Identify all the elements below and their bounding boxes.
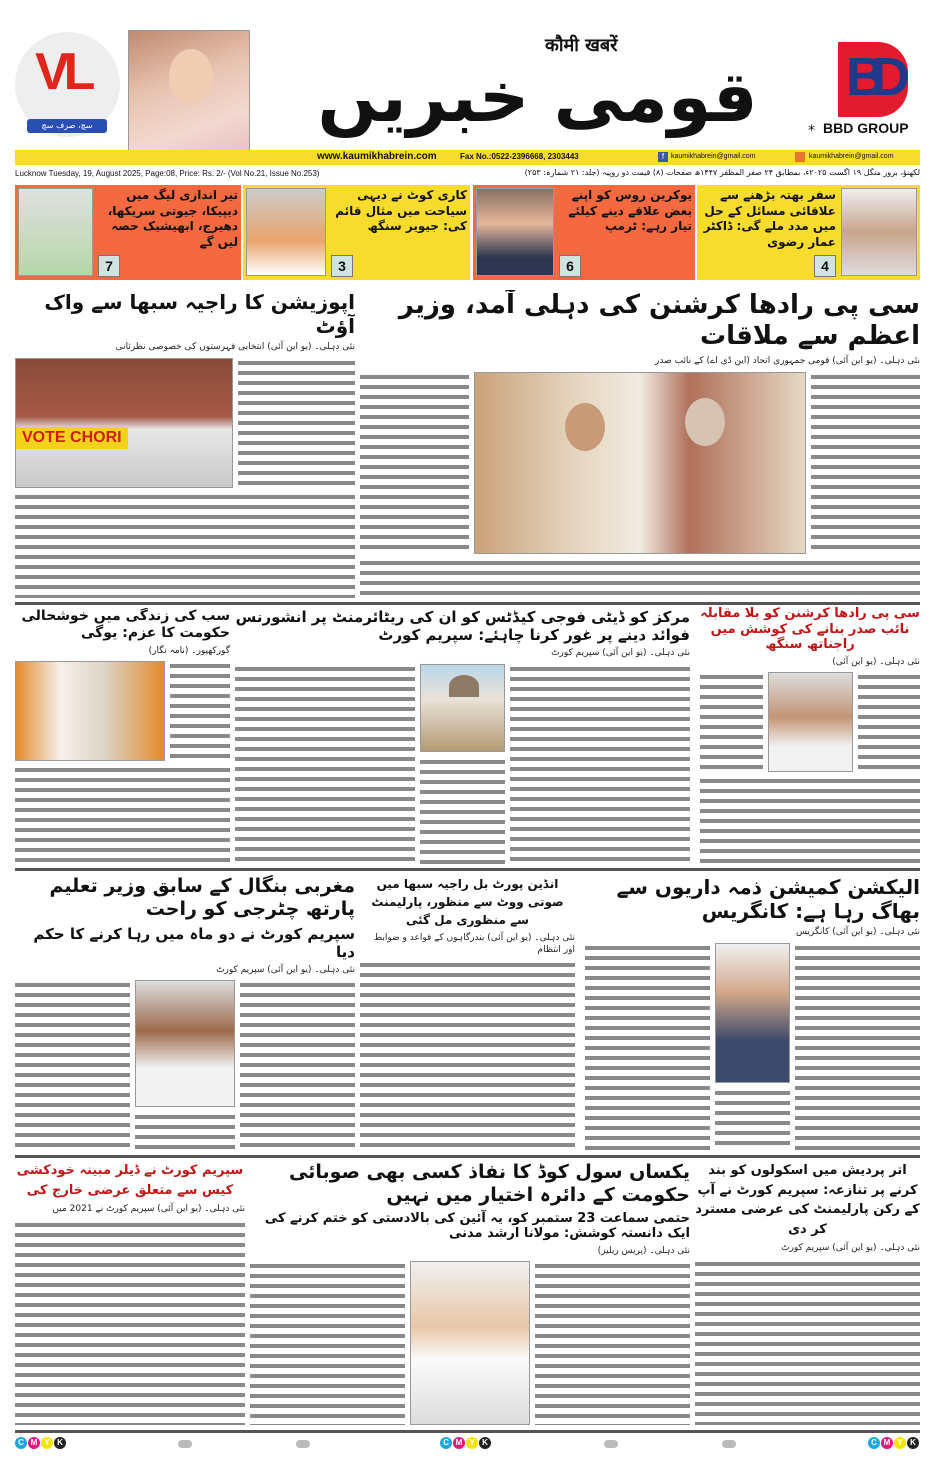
- headline-walkout[interactable]: اپوزیشن کا راجیہ سبھا سے واک آؤٹ: [44, 290, 355, 338]
- election-commission-dateline: نئی دہلی۔ (یو این آئی) کانگریس: [795, 927, 920, 937]
- subheadline-civil-code: حتمی سماعت 23 ستمبر کو، یہ آئین کی بالادستی کو ختم کرنے کی ایک دانستہ کوشش: مولانا ارشد مدنی: [264, 1210, 690, 1242]
- story-lead: [360, 290, 920, 598]
- photo-rajnath-singh: [768, 672, 853, 772]
- rajnath-body: [858, 672, 921, 772]
- rajnath-dateline: نئی دہلی۔ (یو این آئی): [832, 656, 920, 667]
- cmyk-c: C: [868, 1437, 880, 1449]
- facebook-link[interactable]: kaumikhabrein@gmail.com: [671, 153, 756, 160]
- headline-rajnath[interactable]: سی پی رادھا کرشنن کو بلا مقابلہ نائب صدر بنانے کی کوشش میں راجناتھ سنگھ: [700, 606, 920, 653]
- election-commission-body-3: [715, 1088, 790, 1151]
- teaser-archery[interactable]: [15, 185, 241, 280]
- dealer-body: [15, 1220, 245, 1425]
- rajnath-body-bottom: [700, 776, 920, 864]
- bbd-logo: [838, 42, 908, 117]
- yogi-body: [170, 661, 230, 761]
- dateline-urdu: لکھنؤ، بروز منگل ۱۹ اگست ۲۰۲۵ء، بمطابق ۲۴ صفر المظفر ۱۴۴۷ھ صفحات (۸) قیمت دو روپیہ (جلد: ۲۱ شمارہ: ۲۵۳): [524, 168, 920, 177]
- cadets-dateline: نئی دہلی۔ (یو این آئی) سپریم کورٹ: [551, 648, 690, 658]
- story-yogi: [15, 608, 230, 864]
- photo-opposition-protest: [15, 358, 233, 488]
- photo-arshad-madani: [410, 1261, 530, 1425]
- cmyk-m: M: [453, 1437, 465, 1449]
- election-commission-body: [795, 943, 920, 1151]
- partha-body-bottom: [135, 1112, 235, 1151]
- partha-body-left: [15, 980, 130, 1151]
- featured-actress-photo: [128, 30, 250, 163]
- story-civil-code: [250, 1161, 690, 1425]
- ports-bill-body: [360, 960, 575, 1151]
- walkout-body-cols: [15, 492, 355, 598]
- teaser-text: تیر اندازی لیگ میں دیپیکا، جیوتی سریکھا، دھیرج، ابھیشیک حصہ لیں گے: [107, 188, 238, 249]
- story-election-commission: [585, 875, 920, 1151]
- left-logo: [15, 32, 120, 137]
- cmyk-marks-center: [440, 1437, 491, 1449]
- headline-up-schools[interactable]: اتر پردیش میں اسکولوں کو بند کرنے پر تنازعہ: سپریم کورٹ نے آپ کے رکن پارلیمنٹ کی عرضی مسترد کر دی: [695, 1163, 920, 1237]
- teaser-photo-ammar-rizvi: [841, 188, 917, 276]
- cmyk-c: C: [440, 1437, 452, 1449]
- story-ports-bill: [360, 875, 575, 1151]
- lead-body-right: [811, 372, 920, 554]
- subheadline-partha: سپریم کورٹ نے دو ماہ میں رہا کرنے کا حکم دیا: [33, 924, 355, 961]
- civil-code-body-2: [250, 1261, 405, 1425]
- photo-radhakrishnan-modi: [474, 372, 806, 554]
- story-partha: [15, 875, 355, 1151]
- teaser-photo-minister: [246, 188, 326, 276]
- teaser-text: یوکرین روس کو اپنے بعض علاقے دینے کیلئے تیار رہے: ٹرمپ: [568, 188, 692, 234]
- headline-partha[interactable]: مغربی بنگال کے سابق وزیر تعلیم پارتھ چٹرجی کو راحت: [49, 875, 355, 920]
- teaser-page-number: 6: [559, 255, 581, 277]
- teaser-photo-trump: [476, 188, 554, 276]
- logo-letters: VL: [35, 43, 90, 101]
- masthead-hindi-title: कौमी खबरें: [545, 35, 618, 56]
- photo-congress-leader: [715, 943, 790, 1083]
- logo-tagline: سچ، صرف سچ: [27, 119, 107, 133]
- teaser-photo-archer: [18, 188, 93, 276]
- bbd-logo-letters: BD: [846, 47, 896, 107]
- partha-dateline: نئی دہلی۔ (یو این آئی) سپریم کورٹ: [216, 964, 355, 975]
- cmyk-y: Y: [894, 1437, 906, 1449]
- registration-mark: [722, 1440, 736, 1448]
- rajnath-body-left: [700, 672, 763, 772]
- cmyk-c: C: [15, 1437, 27, 1449]
- registration-mark: [178, 1440, 192, 1448]
- protest-banner: VOTE CHORI: [16, 427, 128, 449]
- up-schools-dateline: نئی دہلی۔ (یو این آئی) سپریم کورٹ: [781, 1243, 920, 1253]
- registration-mark: [296, 1440, 310, 1448]
- lead-body-bottom: [360, 558, 920, 598]
- cadets-body-2: [510, 664, 690, 864]
- asterisk: *: [808, 123, 815, 139]
- teaser-tourism[interactable]: [243, 185, 470, 280]
- photo-supreme-court: [420, 664, 505, 752]
- cmyk-marks-left: [15, 1437, 66, 1449]
- cmyk-m: M: [28, 1437, 40, 1449]
- cmyk-y: Y: [466, 1437, 478, 1449]
- teaser-text: کاری کوٹ نے دیہی سیاحت میں مثال قائم کی: جیویر سنگھ: [335, 188, 467, 234]
- cmyk-k: K: [54, 1437, 66, 1449]
- masthead-title: قومی خبریں: [317, 56, 758, 138]
- civil-code-dateline: نئی دہلی۔ (پریس ریلیز): [597, 1245, 690, 1256]
- lead-body-left: [360, 372, 469, 554]
- yogi-dateline: گورکھپور۔ (نامہ نگار): [148, 645, 230, 656]
- ports-bill-dateline: نئی دہلی۔ (یو این آئی) بندرگاہوں کے قواعد و ضوابط اور انتظام: [373, 933, 575, 955]
- yogi-body-bottom: [15, 765, 230, 864]
- teaser-travel[interactable]: [697, 185, 920, 280]
- teaser-text: سفر بھتہ بڑھنے سے علاقائی مسائل کے حل میں مدد ملے گی: ڈاکٹر عمار رضوی: [703, 188, 836, 249]
- headline-election-commission[interactable]: الیکشن کمیشن ذمہ داریوں سے بھاگ رہا ہے: کانگریس: [616, 875, 920, 923]
- photo-partha-chatterjee: [135, 980, 235, 1107]
- registration-mark: [604, 1440, 618, 1448]
- cmyk-k: K: [479, 1437, 491, 1449]
- story-rajnath: [700, 606, 920, 864]
- lead-dateline: نئی دہلی۔ (یو این آئی) قومی جمہوری اتحاد (این ڈی اے) کے نائب صدر: [655, 356, 920, 367]
- headline-ports-bill[interactable]: انڈین پورٹ بل راجیہ سبھا میں صوتی ووٹ سے منظور، پارلیمنٹ سے منظوری مل گئی: [371, 877, 564, 927]
- teaser-page-number: 3: [331, 255, 353, 277]
- photo-yogi-event: [15, 661, 165, 761]
- headline-yogi[interactable]: سب کی زندگی میں خوشحالی حکومت کا عزم: یوگی: [21, 608, 230, 641]
- up-schools-body: [695, 1259, 920, 1425]
- cmyk-m: M: [881, 1437, 893, 1449]
- dealer-dateline: نئی دہلی۔ (یو این آئی) سپریم کورٹ نے 2021 میں: [52, 1204, 245, 1214]
- facebook-icon: f: [658, 152, 668, 162]
- story-up-schools: [695, 1161, 920, 1425]
- cadets-body: [235, 664, 415, 864]
- civil-code-body: [535, 1261, 690, 1425]
- teaser-page-number: 7: [98, 255, 120, 277]
- bbd-group-caption: BBD GROUP: [823, 120, 909, 136]
- teaser-trump[interactable]: [473, 185, 695, 280]
- story-dealer: [15, 1161, 245, 1425]
- cmyk-k: K: [907, 1437, 919, 1449]
- headline-dealer[interactable]: سپریم کورٹ نے ڈیلر مبینہ خودکشی کیس سے متعلق عرضی خارج کی: [16, 1163, 244, 1198]
- teaser-page-number: 4: [814, 255, 836, 277]
- election-commission-body-2: [585, 943, 710, 1151]
- headline-cadets[interactable]: مرکز کو ڈیٹی فوجی کیڈٹس کو ان کی ریٹائرمنٹ پر انشورنس فوائد دینے پر غور کرنا چاہئے: سپریم کورٹ: [235, 608, 690, 644]
- story-walkout: [15, 290, 355, 598]
- email-icon: [795, 152, 805, 162]
- cadets-body-3: [420, 757, 505, 864]
- fax-number: Fax No.:0522-2396668, 2303443: [460, 152, 579, 161]
- email-link[interactable]: kaumikhabrein@gmail.com: [809, 153, 894, 160]
- info-strip: [15, 150, 920, 165]
- headline-lead[interactable]: سی پی رادھا کرشنن کی دہلی آمد، وزیر اعظم سے ملاقات: [398, 290, 920, 352]
- headline-civil-code[interactable]: یکساں سول کوڈ کا نفاذ کسی بھی صوبائی حکومت کے دائرہ اختیار میں نہیں: [289, 1161, 690, 1206]
- website-link[interactable]: www.kaumikhabrein.com: [317, 151, 437, 162]
- partha-body: [240, 980, 355, 1151]
- story-cadets: [235, 608, 690, 864]
- cmyk-marks-right: [868, 1437, 919, 1449]
- cmyk-y: Y: [41, 1437, 53, 1449]
- walkout-dateline: نئی دہلی۔ (یو این آئی) انتخابی فہرستوں کی خصوصی نظرثانی: [115, 342, 355, 352]
- dateline-english: Lucknow Tuesday, 19, August 2025, Page:08, Price: Rs. 2/- (Vol No.21, Issue No.253): [15, 169, 320, 178]
- walkout-body: [238, 358, 355, 488]
